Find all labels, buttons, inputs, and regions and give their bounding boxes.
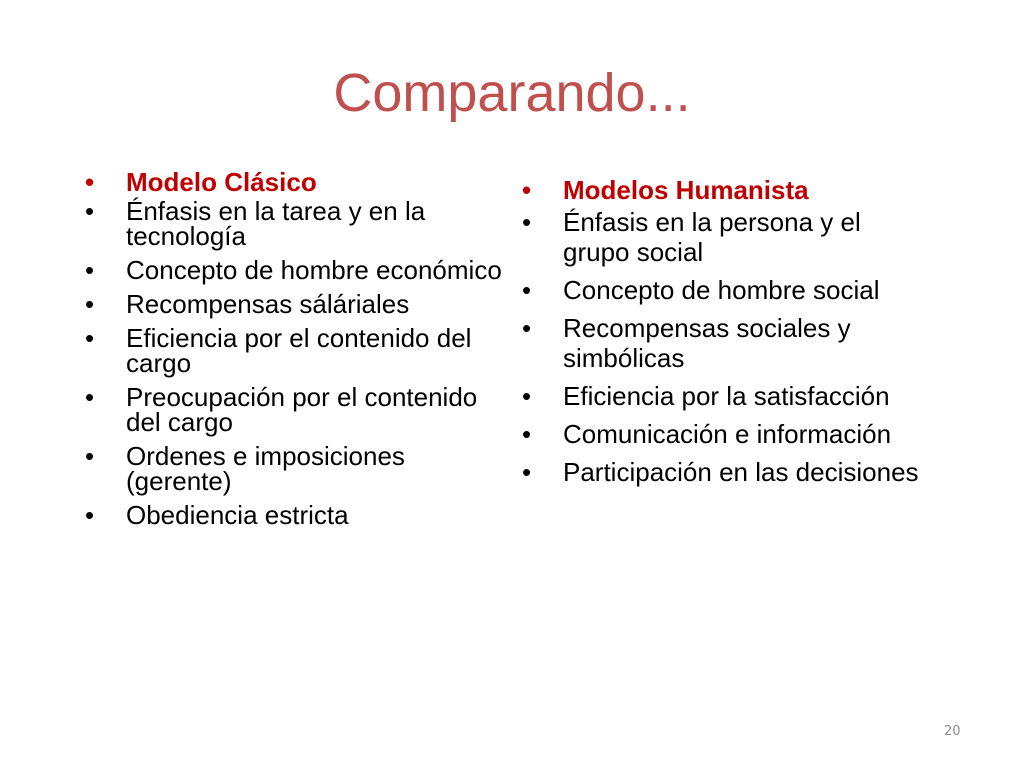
- list-item: • Obediencia estricta: [85, 503, 505, 528]
- humanist-model-list: [522, 175, 932, 495]
- page-number: 20: [944, 724, 961, 739]
- list-item: • Recompensas sáláriales: [85, 292, 505, 317]
- list-item: • Eficiencia por el contenido del cargo: [85, 326, 505, 376]
- list-item: • Preocupación por el contenido del cargo: [85, 385, 505, 435]
- list-item: • Ordenes e imposiciones (gerente): [85, 444, 505, 494]
- classic-model-heading: • Modelo Clásico: [85, 170, 505, 195]
- list-item: • Concepto de hombre económico: [85, 258, 505, 283]
- list-item: • Concepto de hombre social: [522, 275, 932, 305]
- list-item: • Énfasis en la persona y el grupo social: [522, 207, 932, 267]
- list-item: • Eficiencia por la satisfacción: [522, 381, 932, 411]
- list-item: • Participación en las decisiones: [522, 457, 932, 487]
- list-item: • Recompensas sociales y simbólicas: [522, 313, 932, 373]
- classic-model-list: [85, 167, 505, 537]
- list-item: • Énfasis en la tarea y en la tecnología: [85, 199, 505, 249]
- humanist-model-heading: • Modelos Humanista: [522, 175, 932, 205]
- slide-title: Comparando...: [333, 63, 691, 123]
- list-item: • Comunicación e información: [522, 419, 932, 449]
